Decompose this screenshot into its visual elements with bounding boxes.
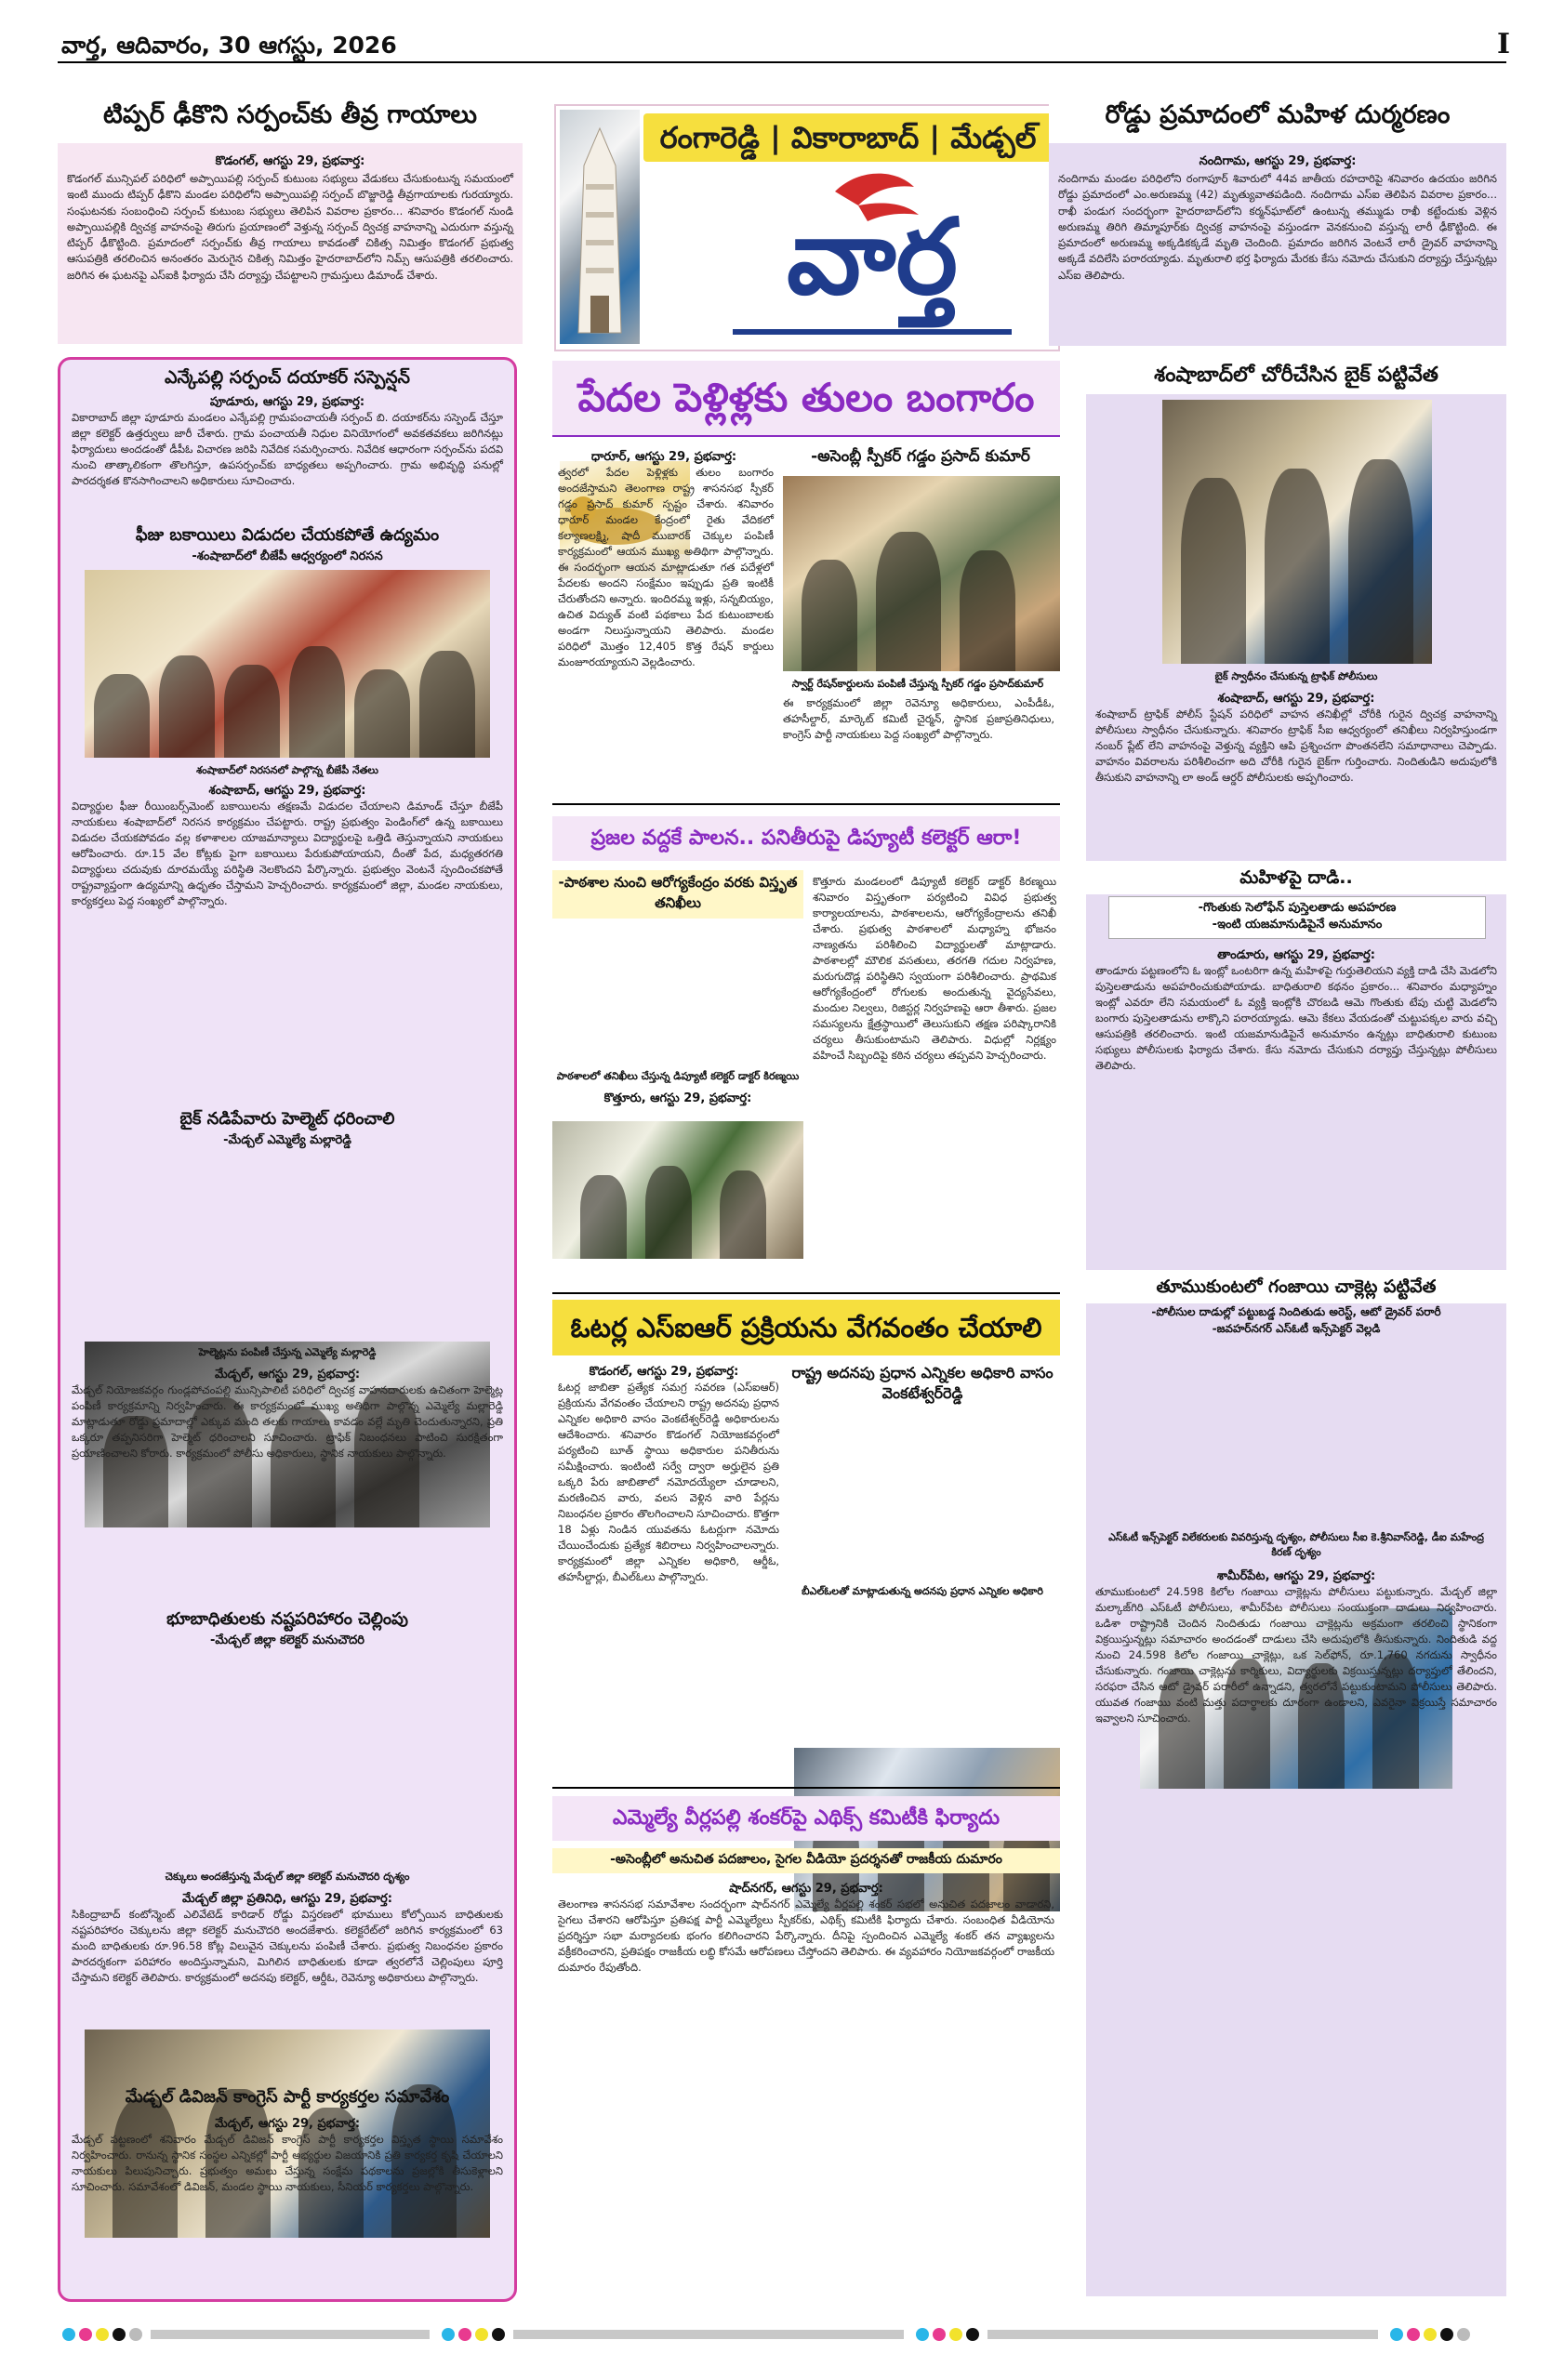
main-photo [783,476,1060,671]
right-story3-headline: తూముకుంటలో గంజాయి చాక్లెట్ల పట్టివేత [1156,1276,1437,1297]
right-story1-photo [1162,400,1432,664]
band2-subhead: -పాఠశాల నుంచి ఆరోగ్యకేంద్రం వరకు విస్తృత తనిఖీలు [552,870,803,919]
band2-caption: పాఠశాలలో తనిఖీలు చేస్తున్న డిప్యూటీ కలెక్టర్ డాక్టర్ కిరణ్మయి [556,1070,800,1082]
top-left-story [58,102,523,344]
main-subhead: -అసెంబ్లీ స్పీకర్ గడ్డం ప్రసాద్ కుమార్ [811,447,1030,466]
left-story3-caption: హెల్మెట్లను పంపిణీ చేస్తున్న ఎమ్మెల్యే మల్లారెడ్డి [198,1346,377,1358]
band3-meta: కొడంగల్, ఆగస్టు 29, ప్రభవార్త: [589,1365,739,1379]
band3-headline: ఓటర్ల ఎస్ఐఆర్ ప్రక్రియను వేగవంతం చేయాలి [570,1312,1042,1343]
left-story2-meta: శంషాబాద్, ఆగస్టు 29, ప్రభవార్త: [208,784,366,798]
main-body2: ఈ కార్యక్రమంలో జిల్లా రెవెన్యూ అధికారులు, ఎంపీడీఓ, తహసీల్దార్, మార్కెట్ కమిటీ చైర్మన్, స్థానిక ప్రజాప్రతినిధులు, కాంగ్రెస్ పార్టీ నాయకులు పెద్ద సంఖ్యలో పాల్గొన్నారు. [783,696,1054,742]
main-subhead-band [781,443,1060,470]
right-column [1086,357,1506,2296]
right-story1-body: శంషాబాద్ ట్రాఫిక్ పోలీస్ స్టేషన్ పరిధిలో వాహన తనిఖీల్లో చోరీకి గురైన ద్విచక్ర వాహనాన్ని పోలీసులు స్వాధీనం చేసుకున్నారు. శనివారం ట్రాఫిక్ సీఐ ఆధ్వర్యంలో తనిఖీలు నిర్వహిస్తుండగా నంబర్ ప్లేట్ లేని వాహనంపై వెళ్తున్న వ్యక్తిని ఆపి ప్రశ్నించగా పొంతనలేని సమాధానాలు చెప్పాడు. వాహనం వివరాలను పరిశీలించగా అది చోరీకి గురైన బైక్‌గా గుర్తించారు. నిందితుడిని అదుపులోకి తీసుకుని వాహనాన్ని లా అండ్ ఆర్డర్ పోలీసులకు అప్పగించారు. [1095,707,1497,785]
top-rule [58,61,1506,63]
left-story1-headline: ఎన్కేపల్లి సర్పంచ్ దయాకర్ సస్పెన్షన్ [164,367,411,388]
band2-headline-box [552,816,1060,861]
right-story3-meta: శామీర్‌పేట, ఆగస్టు 29, ప్రభవార్త: [1216,1569,1376,1583]
date-line: వార్త, ఆదివారం, 30 ఆగస్టు, 2026 [61,32,397,59]
right-story3-subhead2: -జవహర్‌నగర్ ఎస్ఓటీ ఇన్స్‌పెక్టర్ వెల్లడి [1212,1322,1381,1335]
top-left-headline: టిప్పర్ ఢీకొని సర్పంచ్‌కు తీవ్ర గాయాలు [103,100,477,129]
left-story4-body: సికింద్రాబాద్ కంటోన్మెంట్ ఎలివేటెడ్ కారిడార్ రోడ్డు విస్తరణలో భూములు కోల్పోయిన బాధితులకు నష్టపరిహారం చెక్కులను జిల్లా కలెక్టర్ మనుచౌదరి అందజేశారు. కలెక్టరేట్‌లో జరిగిన కార్యక్రమంలో 63 మంది బాధితులకు రూ.96.58 కోట్ల విలువైన చెక్కులను పంపిణీ చేశారు. ప్రభుత్వ నిబంధనల ప్రకారం పారదర్శకంగా పరిహారం అందిస్తున్నామని, మిగిలిన బాధితులకు కూడా త్వరలోనే చెల్లింపులు పూర్తి చేస్తామని కలెక్టర్ తెలిపారు. కార్యక్రమంలో అదనపు కలెక్టర్, ఆర్డీఓ, రెవెన్యూ అధికారులు పాల్గొన్నారు. [72,1908,503,1985]
band4-headline-box [552,1796,1060,1841]
band4-body: తెలంగాణ శాసనసభ సమావేశాల సందర్భంగా షాద్‌నగర్ ఎమ్మెల్యే వీర్లపల్లి శంకర్ సభలో అనుచిత పదజాలం వాడారని, సైగలు చేశారని ఆరోపిస్తూ ప్రతిపక్ష పార్టీ ఎమ్మెల్యేలు స్పీకర్‌కు, ఎథిక్స్ కమిటీకి ఫిర్యాదు చేశారు. సంబంధిత వీడియోను ప్రదర్శిస్తూ సభా మర్యాదలకు భంగం కలిగించారని పేర్కొన్నారు. దీనిపై స్పందించిన ఎమ్మెల్యే శంకర్ తన వ్యాఖ్యలను వక్రీకరించారని, ప్రతిపక్షం రాజకీయ లబ్ధి కోసమే ఆరోపణలు చేస్తోందని తెలిపారు. ఈ వ్యవహారం నియోజకవర్గంలో రాజకీయ దుమారం రేపుతోంది. [558,1897,1054,1975]
center-column [552,357,1060,2296]
left-story2-photo [85,570,490,758]
right-story2-headline-band [1086,861,1506,894]
center-divider-1 [552,803,1060,805]
left-story3-meta: మేడ్చల్, ఆగస్టు 29, ప్రభవార్త: [214,1368,361,1382]
band4-headline: ఎమ్మెల్యే వీర్లపల్లి శంకర్‌పై ఎథిక్స్ కమిటీకి ఫిర్యాదు [612,1806,1001,1830]
main-headline: పేదల పెళ్లిళ్లకు తులం బంగారం [577,375,1035,420]
logo-wordmark: వార్త [787,197,958,318]
left-story4-subhead: -మేడ్చల్ జిల్లా కలెక్టర్ మనుచౌదరి [209,1633,365,1647]
main-body: త్వరలో పేదల పెళ్లిళ్లకు తులం బంగారం అందజేస్తామని తెలంగాణ రాష్ట్ర శాసనసభ స్పీకర్ గడ్డం ప్రసాద్ కుమార్ స్పష్టం చేశారు. శనివారం ధారూర్ మండల కేంద్రంలో రైతు వేదికలో కల్యాణలక్ష్మి, షాదీ ముబారక్ చెక్కుల పంపిణీ కార్యక్రమంలో ఆయన ముఖ్య అతిథిగా పాల్గొన్నారు. ఈ సందర్భంగా ఆయన మాట్లాడుతూ గత పదేళ్లలో పేదలకు అందని సంక్షేమం ఇప్పుడు ప్రతి ఇంటికీ చేరుతోందని అన్నారు. ఇందిరమ్మ ఇళ్లు, సన్నబియ్యం, ఉచిత విద్యుత్ వంటి పథకాలు పేద కుటుంబాలకు అండగా నిలుస్తున్నాయని తెలిపారు. మండల పరిధిలో మొత్తం 12,405 కొత్త రేషన్ కార్డులు మంజూరయ్యాయని వెల్లడించారు. [558,466,774,669]
right-story2-headline: మహిళపై దాడి.. [1239,867,1353,888]
right-story1-caption: బైక్ స్వాధీనం చేసుకున్న ట్రాఫిక్ పోలీసులు [1214,670,1378,682]
band3-headline-box [552,1300,1060,1355]
right-story2-subhead1: -గొంతుకు సెలోఫేన్ పుస్తెలతాడు అపహరణ [1198,901,1397,915]
top-right-headline: రోడ్డు ప్రమాదంలో మహిళ దుర్మరణం [1105,100,1451,129]
left-story1-meta: పూడూరు, ఆగస్టు 29, ప్రభవార్త: [209,395,365,409]
right-story1-headline: శంషాబాద్‌లో చోరీచేసిన బైక్ పట్టివేత [1154,364,1438,387]
logo-underline [733,329,1012,335]
print-registration-strip [58,2324,1506,2345]
right-story2-subhead2: -ఇంటి యజమానుడిపైనే అనుమానం [1212,918,1383,932]
right-story2-body: తాండూరు పట్టణంలోని ఓ ఇంట్లో ఒంటరిగా ఉన్న మహిళపై గుర్తుతెలియని వ్యక్తి దాడి చేసి మెడలోని పుస్తెలతాడును అపహరించుకుపోయాడు. బాధితురాలి కథనం ప్రకారం... శనివారం మధ్యాహ్నం ఇంట్లో ఎవరూ లేని సమయంలో ఓ వ్యక్తి ఇంట్లోకి చొరబడి ఆమె గొంతుకు టేపు చుట్టి మెడలోని బంగారు పుస్తెలతాడును లాక్కొని పరారయ్యాడు. ఆమె కేకలు వేయడంతో చుట్టుపక్కల వారు వచ్చి ఆసుపత్రికి తరలించారు. ఇంటి యజమానుడిపైనే అనుమానం ఉన్నట్లు బాధితురాలి కుటుంబ సభ్యులు పోలీసులకు ఫిర్యాదు చేశారు. కేసు నమోదు చేసుకుని దర్యాప్తు చేస్తున్నట్లు పోలీసులు తెలిపారు. [1095,964,1497,1073]
band2-meta: కొత్తూరు, ఆగస్టు 29, ప్రభవార్త: [603,1091,752,1105]
right-story1-meta: శంషాబాద్, ఆగస్టు 29, ప్రభవార్త: [1217,692,1375,706]
band4-subhead: -అసెంబ్లీలో అనుచిత పదజాలం, సైగల వీడియో ప్రదర్శనతో రాజకీయ దుమారం [552,1848,1060,1873]
center-divider-2 [552,1292,1060,1294]
left-story1-body: వికారాబాద్ జిల్లా పూడూరు మండలం ఎన్కేపల్లి గ్రామపంచాయతీ సర్పంచ్ బి. దయాకర్‌ను సస్పెండ్ చేస్తూ జిల్లా కలెక్టర్ ఉత్తర్వులు జారీ చేశారు. గ్రామ పంచాయతీ నిధుల వినియోగంలో అవకతవకలు జరిగినట్లు ఫిర్యాదులు అందడంతో డీపీఓ విచారణ జరిపి నివేదిక సమర్పించారు. నివేదిక ఆధారంగా సర్పంచ్‌ను పదవి నుంచి తాత్కాలికంగా తొలగిస్తూ, ఉపసర్పంచ్‌కు బాధ్యతలు అప్పగించారు. గ్రామ అభివృద్ధి పనుల్లో పారదర్శకత కొనసాగించాలని అధికారులు సూచించారు. [72,411,503,488]
left-story2-headline: ఫీజు బకాయిలు విడుదల చేయకపోతే ఉద్యమం [135,525,440,545]
left-story4-caption: చెక్కులు అందజేస్తున్న మేడ్చల్ జిల్లా కలెక్టర్ మనుచౌదరి దృశ్యం [165,1871,410,1883]
band2-body: కొత్తూరు మండలంలో డిప్యూటీ కలెక్టర్ డాక్టర్ కిరణ్మయి శనివారం విస్తృతంగా పర్యటించి వివిధ ప్రభుత్వ కార్యాలయాలను, పాఠశాలలను, ఆరోగ్యకేంద్రాలను తనిఖీ చేశారు. ప్రభుత్వ పాఠశాలలో మధ్యాహ్న భోజనం నాణ్యతను పరిశీలించి విద్యార్థులతో మాట్లాడారు. పాఠశాలల్లో మౌలిక వసతులు, తరగతి గదుల నిర్వహణ, మరుగుదొడ్ల పరిస్థితిని స్వయంగా పరిశీలించారు. ప్రాథమిక ఆరోగ్యకేంద్రంలో రోగులకు అందుతున్న వైద్యసేవలు, మందుల నిల్వలు, రిజిస్టర్ల నిర్వహణపై ఆరా తీశారు. ప్రజల సమస్యలను క్షేత్రస్థాయిలో తెలుసుకుని తక్షణ పరిష్కారానికి చర్యలు తీసుకుంటామని తెలిపారు. విధుల్లో నిర్లక్ష్యం వహించే సిబ్బందిపై కఠిన చర్యలు తప్పవని హెచ్చరించారు. [813,875,1056,1063]
band4-meta: షాద్‌నగర్, ఆగస్టు 29, ప్రభవార్త: [729,1882,883,1896]
top-left-meta: కొడంగల్, ఆగస్టు 29, ప్రభవార్త: [215,154,365,168]
left-story3-body: మేడ్చల్ నియోజకవర్గం గుండ్లపోచంపల్లి మున్సిపాలిటీ పరిధిలో ద్విచక్ర వాహనదారులకు ఉచితంగా హెల్మెట్ల పంపిణీ కార్యక్రమాన్ని నిర్వహించారు. ఈ కార్యక్రమంలో ముఖ్య అతిథిగా పాల్గొన్న ఎమ్మెల్యే మల్లారెడ్డి మాట్లాడుతూ రోడ్డు ప్రమాదాల్లో ఎక్కువ మంది తలకు గాయాలు కావడం వల్లే మృతి చెందుతున్నారని, ప్రతి ఒక్కరూ తప్పనిసరిగా హెల్మెట్ ధరించాలని సూచించారు. ట్రాఫిక్ నిబంధనలు పాటించి సురక్షితంగా ప్రయాణించాలని కోరారు. కార్యక్రమంలో పోలీసు అధికారులు, స్థానిక నాయకులు పాల్గొన్నారు. [72,1383,503,1461]
main-meta: ధారూర్, ఆగస్టు 29, ప్రభవార్త: [590,450,737,464]
right-story2-subhead-box [1108,896,1486,939]
temple-photo [560,110,640,344]
top-right-story [1049,102,1506,346]
band2-headline: ప్రజల వద్దకే పాలన.. పనితీరుపై డిప్యూటీ కలెక్టర్ ఆరా! [590,826,1022,850]
band2-photo [552,1121,803,1259]
top-left-body: కొడంగల్ మున్సిపల్ పరిధిలో అప్పాయిపల్లి సర్పంచ్ కుటుంబ సభ్యులు వేడుకలు చేసుకుంటున్న సమయంలో ఇంటి ముందు టిప్పర్ ఢీకొని మండల పరిధిలోని అప్పాయిపల్లి సర్పంచ్ బొజ్జారెడ్డి తీవ్రగాయాలకు గురయ్యారు. సంఘటనకు సంబంధించి సర్పంచ్ కుటుంబ సభ్యులు తెలిపిన వివరాల ప్రకారం... శనివారం కొడంగల్ నుండి అప్పాయిపల్లికి ద్విచక్ర వాహనంపై తిరుగు ప్రయాణంలో వెళ్తున్న సర్పంచ్ ద్విచక్ర వాహనాన్ని ఎదురుగా వస్తున్న టిప్పర్ ఢీకొట్టింది. ప్రమాదంలో సర్పంచ్‌కు తీవ్ర గాయాలు కావడంతో చికిత్స నిమిత్తం కొడంగల్ ప్రభుత్వ ఆసుపత్రికి తరలించిన అనంతరం మెరుగైన చికిత్స నిమిత్తం హైదరాబాద్‌లోని నిమ్స్ ఆసుపత్రికి తరలించారు. జరిగిన ఈ ఘటనపై ఎస్ఐకి ఫిర్యాదు చేసి దర్యాప్తు చేపట్టాలని గ్రామస్తులు డిమాండ్ చేశారు. [67,172,513,282]
left-story5-headline: మేడ్చల్ డివిజన్ కాంగ్రెస్ పార్టీ కార్యకర్తల సమావేశం [125,2087,450,2107]
left-story3-subhead: -మేడ్చల్ ఎమ్మెల్యే మల్లారెడ్డి [223,1133,351,1147]
band3-caption: బీఎల్‌ఓలతో మాట్లాడుతున్న అదనపు ప్రధాన ఎన్నికల అధికారి [802,1585,1043,1597]
right-story3-subhead1: -పోలీసుల దాడుల్లో పట్టుబడ్డ నిందితుడు అరెస్ట్, ఆటో డ్రైవర్ పరారీ [1151,1305,1441,1318]
brand-band [643,113,1053,162]
left-story2-caption: శంషాబాద్‌లో నిరసనలో పాల్గొన్న బీజేపీ నేతలు [196,764,378,776]
left-story2-body: విద్యార్థుల ఫీజు రీయింబర్స్‌మెంట్ బకాయిలను తక్షణమే విడుదల చేయాలని డిమాండ్ చేస్తూ బీజేపీ నాయకులు శంషాబాద్‌లో నిరసన కార్యక్రమం చేపట్టారు. రాష్ట్ర ప్రభుత్వం పెండింగ్‌లో ఉన్న బకాయిలు విడుదల చేయకపోవడం వల్ల కళాశాలల యాజమాన్యాలు విద్యార్థులపై ఒత్తిడి తెస్తున్నాయని నాయకులు ఆరోపించారు. రూ.15 వేల కోట్లకు పైగా బకాయిలు పేరుకుపోయాయని, దీంతో పేద, మధ్యతరగతి విద్యార్థులు చదువుకు దూరమయ్యే పరిస్థితి నెలకొందని పేర్కొన్నారు. ప్రభుత్వం వెంటనే స్పందించకపోతే రాష్ట్రవ్యాప్తంగా ఉద్యమాన్ని ఉధృతం చేస్తామని హెచ్చరించారు. కార్యక్రమంలో జిల్లా, మండల నాయకులు, కార్యకర్తలు పెద్ద సంఖ్యలో పాల్గొన్నారు. [72,800,503,908]
center-divider-3 [552,1787,1060,1789]
brand-block [554,104,1060,351]
brand-band-text: రంగారెడ్డి | వికారాబాద్ | మేడ్చల్ [659,120,1037,155]
left-story4-headline: భూబాధితులకు నష్టపరిహారం చెల్లింపు [166,1609,408,1629]
left-column-box [58,357,517,2302]
right-story3-caption: ఎస్ఓటీ ఇన్స్‌పెక్టర్ విలేకరులకు వివరిస్తున్న దృశ్యం, పోలీసులు సీఐ కె.శ్రీనివాస్‌రెడ్డి, డీఐ మహేంద్ర కిరణ్ దృశ్యం [1108,1531,1484,1558]
band3-subhead: రాష్ట్ర అదనపు ప్రధాన ఎన్నికల అధికారి వాసం వెంకటేశ్వర్‌రెడ్డి [791,1364,1054,1403]
main-caption: స్వార్ట్ రేషన్‌కార్డులను పంపిణీ చేస్తున్న స్పీకర్ గడ్డం ప్రసాద్‌కుమార్ [791,678,1044,690]
right-story1-headline-band [1086,357,1506,394]
band3-body: ఓటర్ల జాబితా ప్రత్యేక సమగ్ర సవరణ (ఎస్ఐఆర్) ప్రక్రియను వేగవంతం చేయాలని రాష్ట్ర అదనపు ప్రధాన ఎన్నికల అధికారి వాసం వెంకటేశ్వర్‌రెడ్డి అధికారులను ఆదేశించారు. శనివారం కొడంగల్ నియోజకవర్గంలో పర్యటించి బూత్ స్థాయి అధికారుల పనితీరును సమీక్షించారు. ఇంటింటి సర్వే ద్వారా అర్హులైన ప్రతి ఒక్కరి పేరు జాబితాలో నమోదయ్యేలా చూడాలని, మరణించిన వారు, వలస వెళ్లిన వారి పేర్లను నిబంధనల ప్రకారం తొలగించాలని సూచించారు. కొత్తగా 18 ఏళ్లు నిండిన యువతను ఓటర్లుగా నమోదు చేయించేందుకు ప్రత్యేక శిబిరాలు నిర్వహించాలన్నారు. కార్యక్రమంలో జిల్లా ఎన్నికల అధికారి, ఆర్డీఓ, తహసీల్దార్లు, బీఎల్‌ఓలు పాల్గొన్నారు. [558,1381,779,1584]
left-story5-body: మేడ్చల్ పట్టణంలో శనివారం మేడ్చల్ డివిజన్ కాంగ్రెస్ పార్టీ కార్యకర్తల విస్తృత స్థాయి సమావేశం నిర్వహించారు. రానున్న స్థానిక సంస్థల ఎన్నికల్లో పార్టీ అభ్యర్థుల విజయానికి ప్రతి కార్యకర్త కృషి చేయాలని నాయకులు పిలుపునిచ్చారు. ప్రభుత్వం అమలు చేస్తున్న సంక్షేమ పథకాలను ప్రజల్లోకి తీసుకెళ్లాలని సూచించారు. సమావేశంలో డివిజన్, మండల స్థాయి నాయకులు, సీనియర్ కార్యకర్తలు పాల్గొన్నారు. [72,2133,503,2194]
left-story3-headline: బైక్ నడిపేవారు హెల్మెట్ ధరించాలి [179,1109,395,1129]
main-headline-band [552,361,1060,437]
left-story2-subhead: -శంషాబాద్‌లో బీజేపీ ఆధ్వర్యంలో నిరసన [192,549,383,563]
left-story5-meta: మేడ్చల్, ఆగస్టు 29, ప్రభవార్త: [214,2117,361,2131]
top-right-body: నందిగామ మండల పరిధిలోని రంగాపూర్ శివారులో 44వ జాతీయ రహదారిపై శనివారం ఉదయం జరిగిన రోడ్డు ప్రమాదంలో ఎం.అరుణమ్మ (42) మృత్యువాతపడింది. నందిగామ ఎస్ఐ తెలిపిన వివరాల ప్రకారం... రాఖీ పండుగ సందర్భంగా హైదరాబాద్‌లోని కర్మన్‌ఘాట్‌లో ఉంటున్న తమ్ముడు రాఖీ కట్టేందుకు వెళ్లిన అరుణమ్మ తిరిగి తిమ్మాపూర్‌కు ద్విచక్ర వాహనంపై వస్తుండగా వెనకనుంచి వస్తున్న లారీ ఢీకొట్టింది. ఈ ప్రమాదంలో అరుణమ్మ అక్కడికక్కడే మృతి చెందింది. ప్రమాదం జరిగిన వెంటనే లారీ డ్రైవర్ వాహనాన్ని అక్కడే వదిలేసి పరారయ్యాడు. మృతురాలి భర్త ఫిర్యాదు మేరకు కేసు నమోదు చేసుకుని దర్యాప్తు చేస్తున్నట్లు ఎస్ఐ తెలిపారు. [1058,172,1497,282]
right-story3-body: తూముకుంటలో 24.598 కిలోల గంజాయి చాక్లెట్లను పోలీసులు పట్టుకున్నారు. మేడ్చల్ జిల్లా మల్కాజ్‌గిరి ఎస్ఓటీ పోలీసులు, శామీర్‌పేట పోలీసులు సంయుక్తంగా దాడులు నిర్వహించారు. ఒడిశా రాష్ట్రానికి చెందిన నిందితుడు గంజాయి చాక్లెట్లను అక్రమంగా తరలించి స్థానికంగా విక్రయిస్తున్నట్లు సమాచారం అందడంతో దాడులు చేసి అదుపులోకి తీసుకున్నారు. నిందితుడి వద్ద నుంచి 24.598 కిలోల గంజాయి చాక్లెట్లు, ఒక సెల్‌ఫోన్, రూ.1,760 నగదును స్వాధీనం చేసుకున్నారు. గంజాయి చాక్లెట్లను కార్మికులు, విద్యార్థులకు విక్రయిస్తున్నట్లు దర్యాప్తులో తేలిందని, సరఫరా చేసిన ఆటో డ్రైవర్ పరారీలో ఉన్నాడని, త్వరలోనే పట్టుకుంటామని పోలీసులు తెలిపారు. యువత గంజాయి వంటి మత్తు పదార్థాలకు దూరంగా ఉండాలని, ఎవరైనా విక్రయిస్తే సమాచారం ఇవ్వాలని సూచించారు. [1095,1585,1497,1726]
right-story3-headline-band [1086,1270,1506,1303]
brand-logo [696,164,1049,346]
left-story4-meta: మేడ్చల్ జిల్లా ప్రతినిధి, ఆగస్టు 29, ప్రభవార్త: [182,1892,392,1906]
page-number: I [1497,28,1511,60]
top-right-meta: నందిగామ, ఆగస్టు 29, ప్రభవార్త: [1199,154,1357,168]
right-story2-meta: తాండూరు, ఆగస్టు 29, ప్రభవార్త: [1217,948,1375,962]
